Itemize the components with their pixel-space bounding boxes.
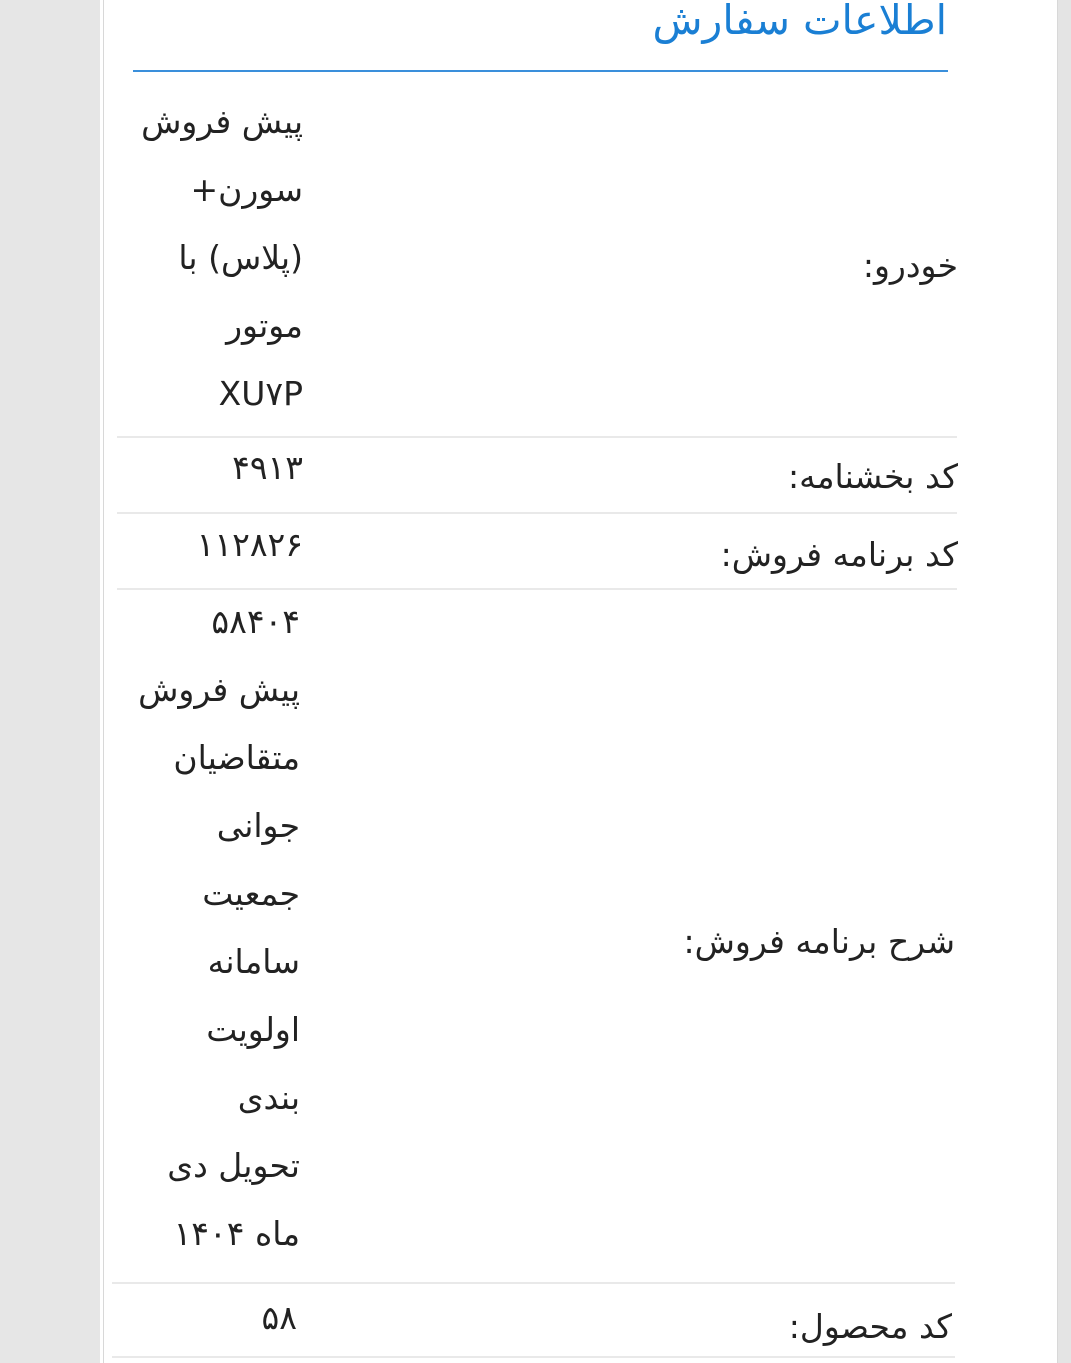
value-line: پیش فروش	[138, 670, 300, 709]
value-line: جوانی	[216, 806, 300, 845]
row-divider	[112, 1356, 955, 1358]
sales-program-description-label: شرح برنامه فروش:	[683, 922, 955, 961]
car-label: خودرو:	[862, 246, 958, 285]
sales-program-description-value	[120, 588, 300, 1268]
section-title: اطلاعات سفارش	[652, 0, 947, 44]
value-line: ۵۸۴۰۴	[211, 602, 300, 641]
product-code-label: کد محصول:	[788, 1307, 952, 1346]
value-line: تحویل دی	[167, 1146, 300, 1185]
value-line: ماه ۱۴۰۴	[173, 1214, 300, 1253]
value-line: جمعیت	[202, 874, 300, 913]
product-code-value	[117, 1284, 297, 1352]
value-line: متقاضیان	[173, 738, 300, 777]
value-line: ۵۸	[261, 1298, 297, 1337]
value-line: بندی	[237, 1078, 300, 1117]
circular-code-value	[123, 434, 303, 502]
car-value	[123, 88, 303, 428]
value-line: سورن+	[190, 170, 303, 209]
value-line: سامانه	[207, 942, 300, 981]
value-line: ۱۱۲۸۲۶	[196, 525, 303, 564]
circular-code-label: کد بخشنامه:	[788, 457, 958, 496]
title-underline	[133, 70, 948, 72]
sales-program-code-label: کد برنامه فروش:	[720, 535, 958, 574]
value-line: (پلاس) با	[178, 238, 303, 277]
sales-program-code-value	[123, 511, 303, 579]
value-line: اولویت	[206, 1010, 300, 1049]
value-line: ۴۹۱۳	[232, 448, 303, 487]
value-line: پیش فروش	[141, 102, 303, 141]
value-line: XU۷P	[218, 374, 303, 413]
value-line: موتور	[226, 306, 303, 345]
